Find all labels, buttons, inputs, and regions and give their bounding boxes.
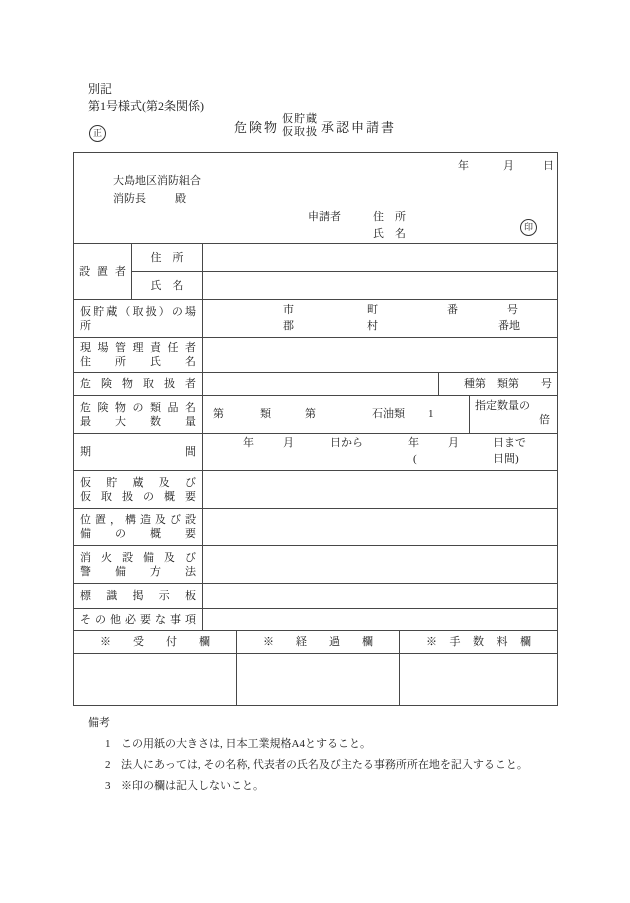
outline-label-line1: 仮貯蔵及び xyxy=(80,476,196,489)
application-form-table xyxy=(73,152,558,706)
material-label-cell xyxy=(74,396,202,433)
location-unit-gun: 郡 xyxy=(283,320,294,332)
other-value-cell xyxy=(203,609,557,630)
admin-reception-box xyxy=(74,654,236,705)
site-manager-label-line2: 住所氏名 xyxy=(80,356,196,368)
period-year1-label: 年 xyxy=(243,437,254,449)
material-multiple-line1: 指定数量の xyxy=(475,400,530,412)
admin-reception-label: ※受付欄 xyxy=(100,636,210,648)
material-label-line2: 最大数量 xyxy=(80,415,196,428)
structure-value-cell xyxy=(203,509,557,545)
form-code: 第1号様式(第2条関係) xyxy=(88,99,204,113)
location-label-line1: 仮貯蔵（取扱）の場 xyxy=(80,305,196,318)
header-date-day-label: 日 xyxy=(543,160,554,172)
material-dai1-label: 第 xyxy=(213,408,224,420)
material-multiple-cell xyxy=(470,396,557,433)
installer-address-label-cell xyxy=(132,244,202,271)
title-stack-top: 仮貯蔵 xyxy=(282,113,318,125)
notes-section xyxy=(73,713,573,797)
material-rui-label: 類 xyxy=(260,408,271,420)
structure-label-line2: 備の概要 xyxy=(80,528,196,540)
material-multiple-line2: 倍 xyxy=(539,414,550,426)
admin-reception-header-cell xyxy=(74,631,236,653)
title-part1: 危険物 xyxy=(233,119,279,135)
header-date-year-label: 年 xyxy=(458,160,469,172)
site-manager-label-cell xyxy=(74,338,202,372)
outline-label-line2: 仮取扱の概要 xyxy=(80,490,196,503)
material-label-line1: 危険物の類品名 xyxy=(80,401,196,414)
site-manager-label-line1: 現場管理責任者 xyxy=(80,342,196,354)
header-date-month-label: 月 xyxy=(503,160,514,172)
structure-label-line1: 位置，構造及び設 xyxy=(80,514,196,526)
installer-name-label: 氏 名 xyxy=(150,279,184,292)
material-value-cell xyxy=(203,396,469,433)
handler-license-template: 種第 類第 号 xyxy=(464,378,552,390)
title-stack xyxy=(282,113,318,139)
location-value-cell xyxy=(203,300,557,337)
location-unit-town: 町 xyxy=(367,304,378,316)
notes-heading: 備考 xyxy=(88,717,110,729)
period-from-label: 日から xyxy=(330,437,363,449)
period-value-cell xyxy=(203,434,557,470)
note-number: 2 xyxy=(105,759,111,771)
seal-in-icon: 印 xyxy=(520,219,537,236)
applicant-name-label: 氏 名 xyxy=(373,228,406,240)
handler-value-cell xyxy=(203,373,438,395)
period-month1-label: 月 xyxy=(283,437,294,449)
fire-label-line2: 警備方法 xyxy=(80,565,196,578)
location-unit-city: 市 xyxy=(283,304,294,316)
copy-stamp-sei-icon: 正 xyxy=(89,125,106,142)
site-manager-value-cell xyxy=(203,338,557,372)
period-month2-label: 月 xyxy=(448,437,459,449)
admin-progress-box xyxy=(237,654,399,705)
admin-fee-box xyxy=(400,654,557,705)
location-unit-banchi: 番地 xyxy=(498,320,520,332)
note-item-2 xyxy=(73,755,573,776)
installer-label: 設置者 xyxy=(79,265,126,278)
handler-label-cell xyxy=(74,373,202,395)
note-number: 1 xyxy=(105,738,111,750)
location-unit-village: 村 xyxy=(367,320,378,332)
sign-value-cell xyxy=(203,584,557,608)
admin-fee-label: ※手数料欄 xyxy=(426,636,531,648)
admin-progress-header-cell xyxy=(237,631,399,653)
bekki-note: 別記 xyxy=(88,82,113,96)
location-unit-go: 号 xyxy=(507,304,518,316)
form-header-cell xyxy=(74,153,557,243)
note-item-3 xyxy=(73,776,573,797)
material-dai2-label: 第 xyxy=(305,408,316,420)
installer-name-value-cell xyxy=(203,272,557,299)
handler-license-cell xyxy=(439,373,557,395)
location-label-line2: 所 xyxy=(80,319,91,332)
addressee-honorific: 殿 xyxy=(175,193,186,205)
location-label-cell xyxy=(74,300,202,337)
other-label-cell xyxy=(74,609,202,630)
installer-name-label-cell xyxy=(132,272,202,299)
period-label: 期間 xyxy=(80,446,196,458)
material-qty-value: 1 xyxy=(428,408,434,420)
title-stack-bottom: 仮取扱 xyxy=(282,126,318,138)
installer-address-value-cell xyxy=(203,244,557,271)
note-text: ※印の欄は記入しないこと。 xyxy=(121,780,264,792)
period-label-cell xyxy=(74,434,202,470)
outline-label-cell xyxy=(74,471,202,508)
sign-label-cell xyxy=(74,584,202,608)
addressee-organization: 大島地区消防組合 xyxy=(113,175,201,187)
applicant-address-label: 住 所 xyxy=(373,211,406,223)
installer-address-label: 住 所 xyxy=(150,251,184,264)
fire-label-line1: 消火設備及び xyxy=(80,551,196,564)
admin-progress-label: ※経過欄 xyxy=(263,636,373,648)
note-text: この用紙の大きさは, 日本工業規格A4とすること。 xyxy=(121,738,371,750)
note-number: 3 xyxy=(105,780,111,792)
applicant-label: 申請者 xyxy=(308,211,341,223)
period-days-label: 日間) xyxy=(493,453,519,465)
fire-label-cell xyxy=(74,546,202,583)
period-year2-label: 年 xyxy=(408,437,419,449)
period-to-label: 日まで xyxy=(493,437,526,449)
addressee-title: 消防長 xyxy=(113,193,146,205)
other-label: その他必要な事項 xyxy=(80,613,196,626)
location-unit-ban: 番 xyxy=(447,304,458,316)
installer-label-cell xyxy=(74,244,131,299)
note-item-1 xyxy=(73,734,573,755)
fire-value-cell xyxy=(203,546,557,583)
note-text: 法人にあっては, その名称, 代表者の氏名及び主たる事務所所在地を記入すること。 xyxy=(121,759,528,771)
title-part2: 承認申請書 xyxy=(321,119,397,135)
handler-label: 危険物取扱者 xyxy=(80,378,196,390)
material-oil-label: 石油類 xyxy=(372,408,405,420)
admin-fee-header-cell xyxy=(400,631,557,653)
sign-label: 標識掲示板 xyxy=(80,590,196,602)
structure-label-cell xyxy=(74,509,202,545)
outline-value-cell xyxy=(203,471,557,508)
period-paren-open: ( xyxy=(413,453,417,465)
